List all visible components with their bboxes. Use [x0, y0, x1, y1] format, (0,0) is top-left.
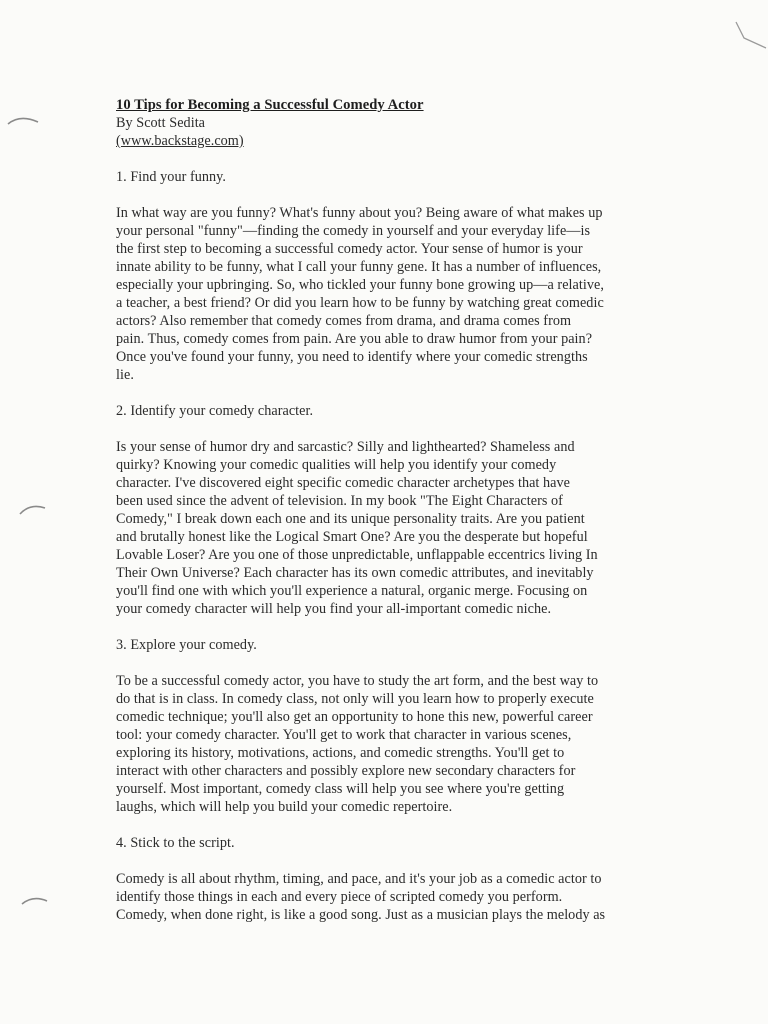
- paragraph-line: Is your sense of humor dry and sarcastic? Silly and lighthearted? Shameless and: [116, 439, 575, 455]
- section-heading: 1. Find your funny.: [116, 169, 226, 185]
- paragraph-line: character. I've discovered eight specific comedic character archetypes that have: [116, 475, 571, 491]
- paragraph-line: tool: your comedy character. You'll get to work that character in various scenes,: [116, 727, 572, 743]
- scan-mark-top-right: [728, 14, 768, 54]
- article-body: [116, 96, 656, 924]
- paragraph-line: quirky? Knowing your comedic qualities will help you identify your comedy: [116, 457, 557, 473]
- paragraph-line: Lovable Loser? Are you one of those unpredictable, unflappable eccentrics living In: [116, 547, 598, 563]
- paragraph-line: been used since the advent of television. In my book "The Eight Characters of: [116, 493, 563, 509]
- paragraph-line: your comedy character will help you find your all-important comedic niche.: [116, 601, 552, 617]
- section-paragraph: [116, 204, 656, 384]
- paragraph-line: Once you've found your funny, you need to identify where your comedic strengths: [116, 349, 588, 365]
- paragraph-line: innate ability to be funny, what I call your funny gene. It has a number of influences,: [116, 259, 602, 275]
- paragraph-line: your personal "funny"—finding the comedy in yourself and your everyday life—is: [116, 223, 591, 239]
- paragraph-line: To be a successful comedy actor, you have to study the art form, and the best way to: [116, 673, 599, 689]
- article-source-link[interactable]: [116, 132, 656, 150]
- paragraph-line: laughs, which will help you build your comedic repertoire.: [116, 799, 453, 815]
- source-link-text[interactable]: (www.backstage.com): [116, 133, 244, 149]
- paragraph-line: In what way are you funny? What's funny about you? Being aware of what makes up: [116, 205, 603, 221]
- paragraph-line: comedic technique; you'll also get an opportunity to hone this new, powerful career: [116, 709, 593, 725]
- section-paragraph: [116, 438, 656, 618]
- paragraph-line: and brutally honest like the Logical Smart One? Are you the desperate but hopeful: [116, 529, 588, 545]
- paragraph-line: do that is in class. In comedy class, not only will you learn how to properly execute: [116, 691, 594, 707]
- paragraph-line: Comedy," I break down each one and its unique personality traits. Are you patient: [116, 511, 585, 527]
- paragraph-line: interact with other characters and possibly explore new secondary characters for: [116, 763, 576, 779]
- paragraph-line: pain. Thus, comedy comes from pain. Are you able to draw humor from your pain?: [116, 331, 593, 347]
- paragraph-line: exploring its history, motivations, actions, and comedic strengths. You'll get to: [116, 745, 565, 761]
- paragraph-line: Comedy, when done right, is like a good song. Just as a musician plays the melody as: [116, 907, 606, 923]
- punch-hole-mark-top: [6, 112, 42, 128]
- paragraph-line: lie.: [116, 367, 134, 383]
- section-heading: 4. Stick to the script.: [116, 835, 235, 851]
- paragraph-line: you'll find one with which you'll experience a natural, organic merge. Focusing on: [116, 583, 588, 599]
- punch-hole-mark-middle: [18, 500, 48, 518]
- paragraph-line: Their Own Universe? Each character has its own comedic attributes, and inevitably: [116, 565, 594, 581]
- paragraph-line: actors? Also remember that comedy comes from drama, and drama comes from: [116, 313, 572, 329]
- punch-hole-mark-bottom: [20, 892, 50, 910]
- paragraph-line: especially your upbringing. So, who tickled your funny bone growing up—a relative,: [116, 277, 604, 293]
- article-sections: [116, 168, 656, 924]
- section-heading: 2. Identify your comedy character.: [116, 403, 314, 419]
- section-heading: 3. Explore your comedy.: [116, 637, 257, 653]
- paragraph-line: the first step to becoming a successful comedy actor. Your sense of humor is your: [116, 241, 583, 257]
- paragraph-line: identify those things in each and every piece of scripted comedy you perform.: [116, 889, 563, 905]
- section-paragraph: [116, 870, 656, 924]
- article-title: 10 Tips for Becoming a Successful Comedy Actor: [116, 97, 424, 113]
- section-paragraph: [116, 672, 656, 816]
- paragraph-line: Comedy is all about rhythm, timing, and pace, and it's your job as a comedic actor to: [116, 871, 602, 887]
- article-byline: By Scott Sedita: [116, 115, 206, 131]
- paragraph-line: a teacher, a best friend? Or did you learn how to be funny by watching great comedic: [116, 295, 604, 311]
- paragraph-line: yourself. Most important, comedy class will help you see where you're getting: [116, 781, 565, 797]
